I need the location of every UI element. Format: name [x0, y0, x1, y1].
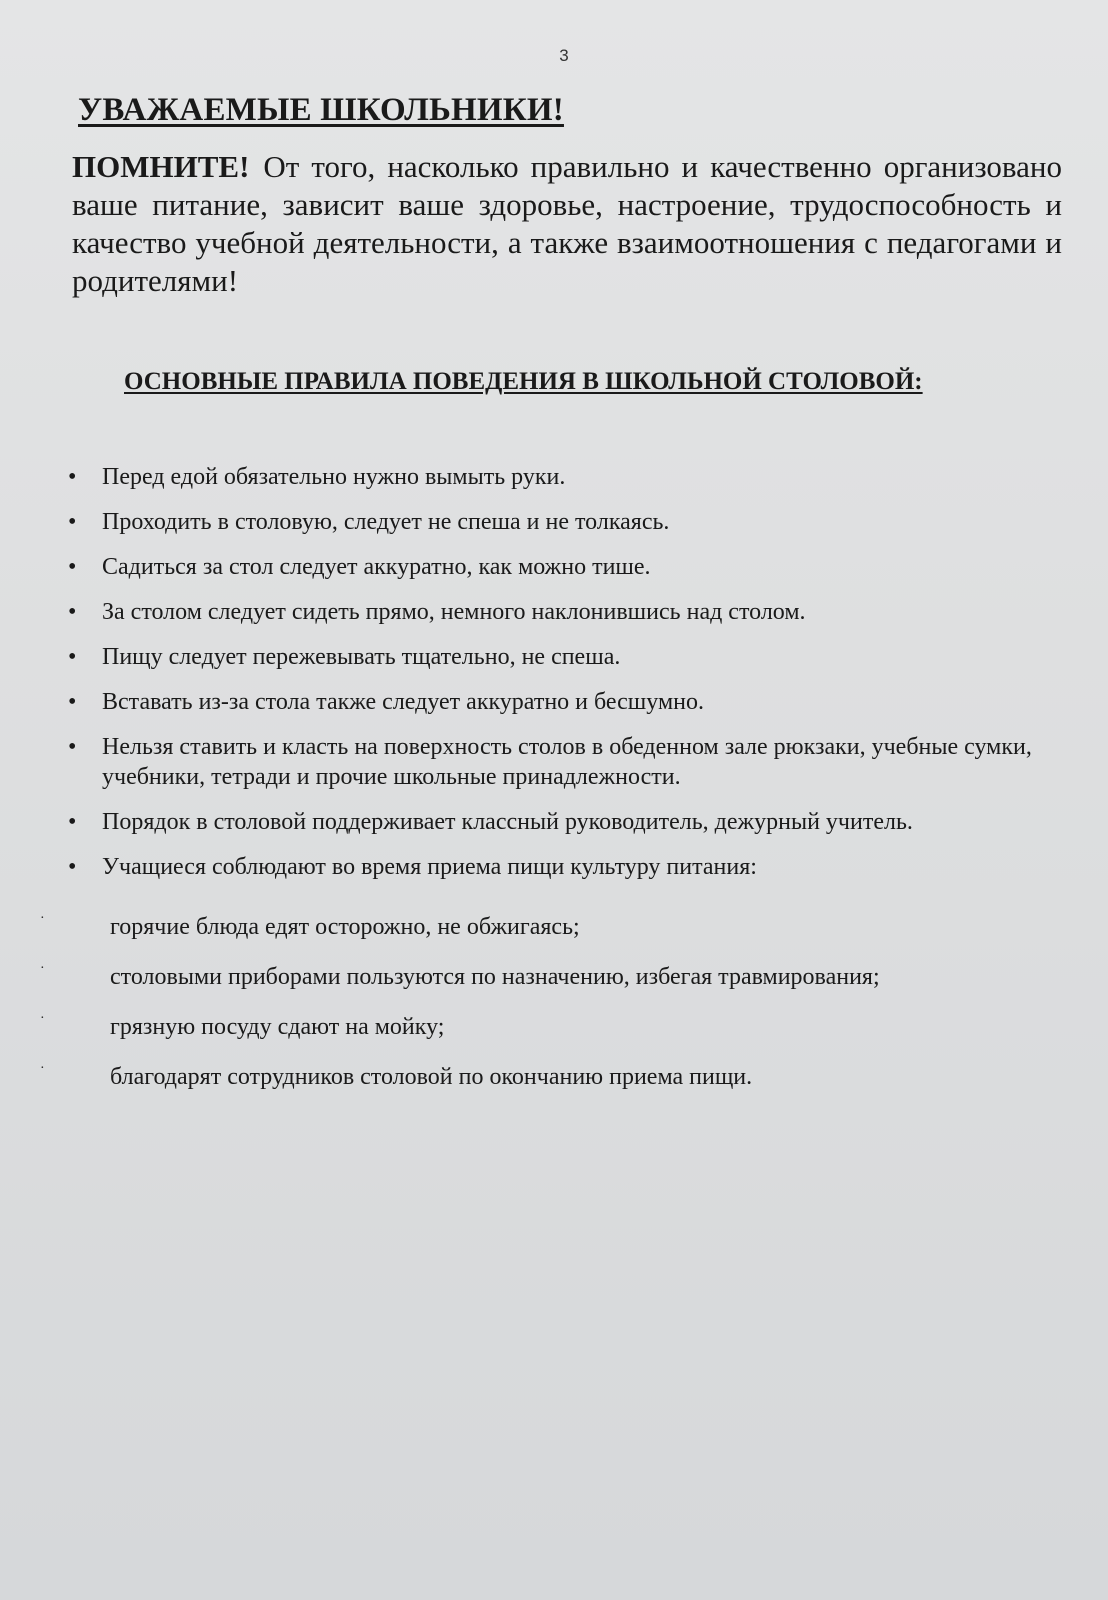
bullet-icon: • — [68, 599, 77, 625]
rule-item — [56, 807, 1056, 837]
subrule-item — [40, 962, 1040, 992]
rules-heading: ОСНОВНЫЕ ПРАВИЛА ПОВЕДЕНИЯ В ШКОЛЬНОЙ СТОЛОВОЙ: — [124, 368, 923, 395]
bullet-icon: • — [68, 509, 77, 535]
rule-item — [56, 852, 1056, 882]
subrule-text: столовыми приборами пользуются по назначению, избегая травмирования; — [110, 964, 880, 990]
rule-item — [56, 732, 1056, 792]
rule-text: Порядок в столовой поддерживает классный руководитель, дежурный учитель. — [102, 809, 913, 835]
remember-label: ПОМНИТЕ! — [72, 149, 250, 184]
page-number: 3 — [559, 46, 569, 65]
subbullet-icon: · — [40, 961, 45, 976]
subrule-item — [40, 1062, 1040, 1092]
bullet-icon: • — [68, 689, 77, 715]
rule-text: За столом следует сидеть прямо, немного наклонившись над столом. — [102, 599, 806, 625]
rule-text: Перед едой обязательно нужно вымыть руки. — [102, 464, 566, 490]
subrule-text: благодарят сотрудников столовой по окончанию приема пищи. — [110, 1064, 753, 1090]
bullet-icon: • — [68, 809, 77, 835]
bullet-icon: • — [68, 464, 77, 490]
rule-item — [56, 687, 1056, 717]
rule-text: Садиться за стол следует аккуратно, как можно тише. — [102, 554, 651, 580]
subrule-item — [40, 912, 1040, 942]
rule-text: Проходить в столовую, следует не спеша и не толкаясь. — [102, 509, 670, 535]
bullet-icon: • — [68, 554, 77, 580]
rule-text: Пищу следует пережевывать тщательно, не спеша. — [102, 644, 621, 670]
rule-text: Учащиеся соблюдают во время приема пищи культуру питания: — [102, 854, 757, 880]
subbullet-icon: · — [40, 1061, 45, 1076]
bullet-icon: • — [68, 644, 77, 670]
subrule-text: горячие блюда едят осторожно, не обжигаясь; — [110, 914, 580, 940]
culture-subrules-list — [40, 912, 1040, 1112]
rule-item — [56, 642, 1056, 672]
intro-paragraph — [72, 148, 1062, 300]
subbullet-icon: · — [40, 911, 45, 926]
rule-item — [56, 507, 1056, 537]
subrule-text: грязную посуду сдают на мойку; — [110, 1014, 445, 1040]
rule-item — [56, 552, 1056, 582]
bullet-icon: • — [68, 734, 77, 760]
greeting-heading: УВАЖАЕМЫЕ ШКОЛЬНИКИ! — [78, 92, 564, 128]
intro-text: От того, насколько правильно и качественно организовано ваше питание, зависит ваше здоровье, настроение, трудоспособность и качество учебной деятельности, а также взаимоотношения с педагогами и родителями! — [72, 149, 1062, 298]
rule-item — [56, 597, 1056, 627]
rule-item — [56, 462, 1056, 492]
rule-text: Нельзя ставить и класть на поверхность столов в обеденном зале рюкзаки, учебные сумки, учебники, тетради и прочие школьные принадлежности. — [102, 734, 1032, 790]
rule-text: Вставать из-за стола также следует аккуратно и бесшумно. — [102, 689, 705, 715]
subbullet-icon: · — [40, 1011, 45, 1026]
subrule-item — [40, 1012, 1040, 1042]
rules-list — [56, 462, 1056, 897]
bullet-icon: • — [68, 854, 77, 880]
